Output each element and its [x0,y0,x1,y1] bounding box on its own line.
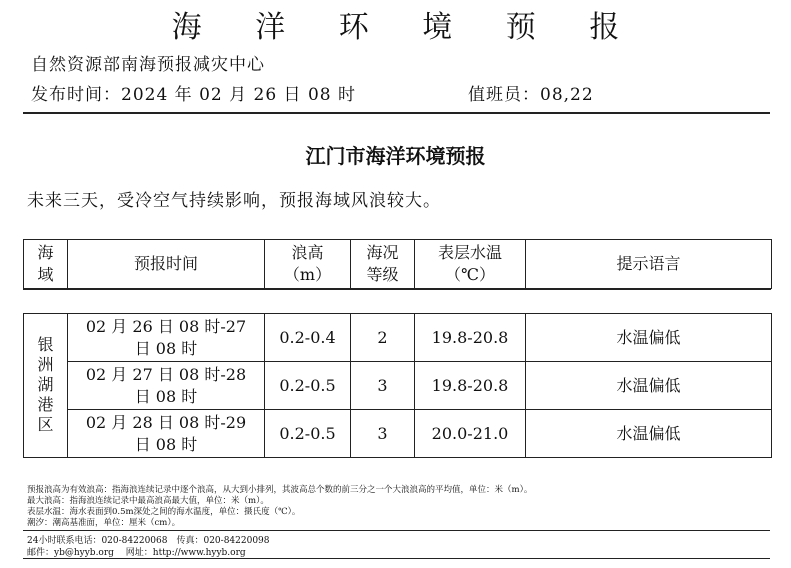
city-forecast-title: 江门市海洋环境预报 [305,144,486,168]
header-divider [23,112,770,114]
header-sea-state [351,240,415,289]
header-area-line2: 域 [37,265,54,284]
tip-cell: 水温偏低 [526,314,772,362]
header-row [24,240,772,289]
temperature-cell: 20.0-21.0 [415,410,526,458]
temperature-cell: 19.8-20.8 [415,314,526,362]
tip-cell: 水温偏低 [526,410,772,458]
header-sea-line1: 海况 [366,243,399,262]
release-time: 发布时间：2024 年 02 月 26 日 08 时 [31,85,356,105]
header-tip: 提示语言 [526,240,772,289]
header-sea-line2: 等级 [366,265,399,284]
note-surface-temp: 表层水温：海水表面到0.5m深处之间的海水温度，单位：摄氏度（℃）。 [27,507,301,517]
header-area-line1: 海 [37,243,54,262]
header-bottom-rule [23,289,771,290]
time-line2: 日 08 时 [134,338,198,358]
header-wave [265,240,351,289]
contact-email-website: 邮件：yb@hyyb.org 网址：http://www.hyyb.org [27,548,246,558]
forecast-summary: 未来三天，受冷空气持续影响，预报海域风浪较大。 [27,191,441,211]
note-tide: 潮汐：潮高基准面，单位：厘米（cm）。 [27,518,181,528]
header-temperature [415,240,526,289]
footer-divider [23,558,770,559]
time-line1: 02 月 27 日 08 时-28 [85,364,247,384]
area-char: 湖 [37,375,54,394]
sea-state-cell: 3 [351,410,415,458]
area-char: 港 [37,395,54,414]
note-wave-height: 预报浪高为有效浪高：指海浪连续记录中逐个浪高，从大到小排列，其波高总个数的前三分之一个大浪浪高的平均值，单位：米（m）。 [27,485,533,495]
issuing-organization: 自然资源部南海预报减灾中心 [31,55,265,75]
forecast-table-body [23,313,772,458]
header-area [24,240,68,289]
header-wave-line2: （m） [283,265,332,284]
sea-state-cell: 3 [351,362,415,410]
duty-officer: 值班员：08,22 [468,85,594,105]
time-cell [68,362,265,410]
header-temp-line2: （℃） [445,265,495,284]
header-temp-line1: 表层水温 [437,243,502,262]
area-char: 区 [37,415,54,434]
time-line1: 02 月 26 日 08 时-27 [85,316,247,336]
document-title: 海 洋 环 境 预 报 [171,10,642,45]
note-max-wave: 最大浪高：指海浪连续记录中最高浪高最大值，单位：米（m）。 [27,496,269,506]
temperature-cell: 19.8-20.8 [415,362,526,410]
time-line2: 日 08 时 [134,386,198,406]
area-char: 银 [37,335,54,354]
time-line2: 日 08 时 [134,434,198,454]
wave-cell: 0.2-0.4 [265,314,351,362]
table-row [24,410,772,458]
notes-divider [23,530,770,531]
wave-cell: 0.2-0.5 [265,410,351,458]
area-cell [24,314,68,458]
area-char: 洲 [37,355,54,374]
contact-phone-fax: 24小时联系电话：020-84220068 传真：020-84220098 [27,536,270,546]
time-cell [68,410,265,458]
tip-cell: 水温偏低 [526,362,772,410]
time-cell [68,314,265,362]
wave-cell: 0.2-0.5 [265,362,351,410]
sea-state-cell: 2 [351,314,415,362]
header-wave-line1: 浪高 [291,243,324,262]
table-row [24,362,772,410]
header-time: 预报时间 [68,240,265,289]
forecast-table-header [23,239,772,289]
time-line1: 02 月 28 日 08 时-29 [85,412,247,432]
table-row [24,314,772,362]
